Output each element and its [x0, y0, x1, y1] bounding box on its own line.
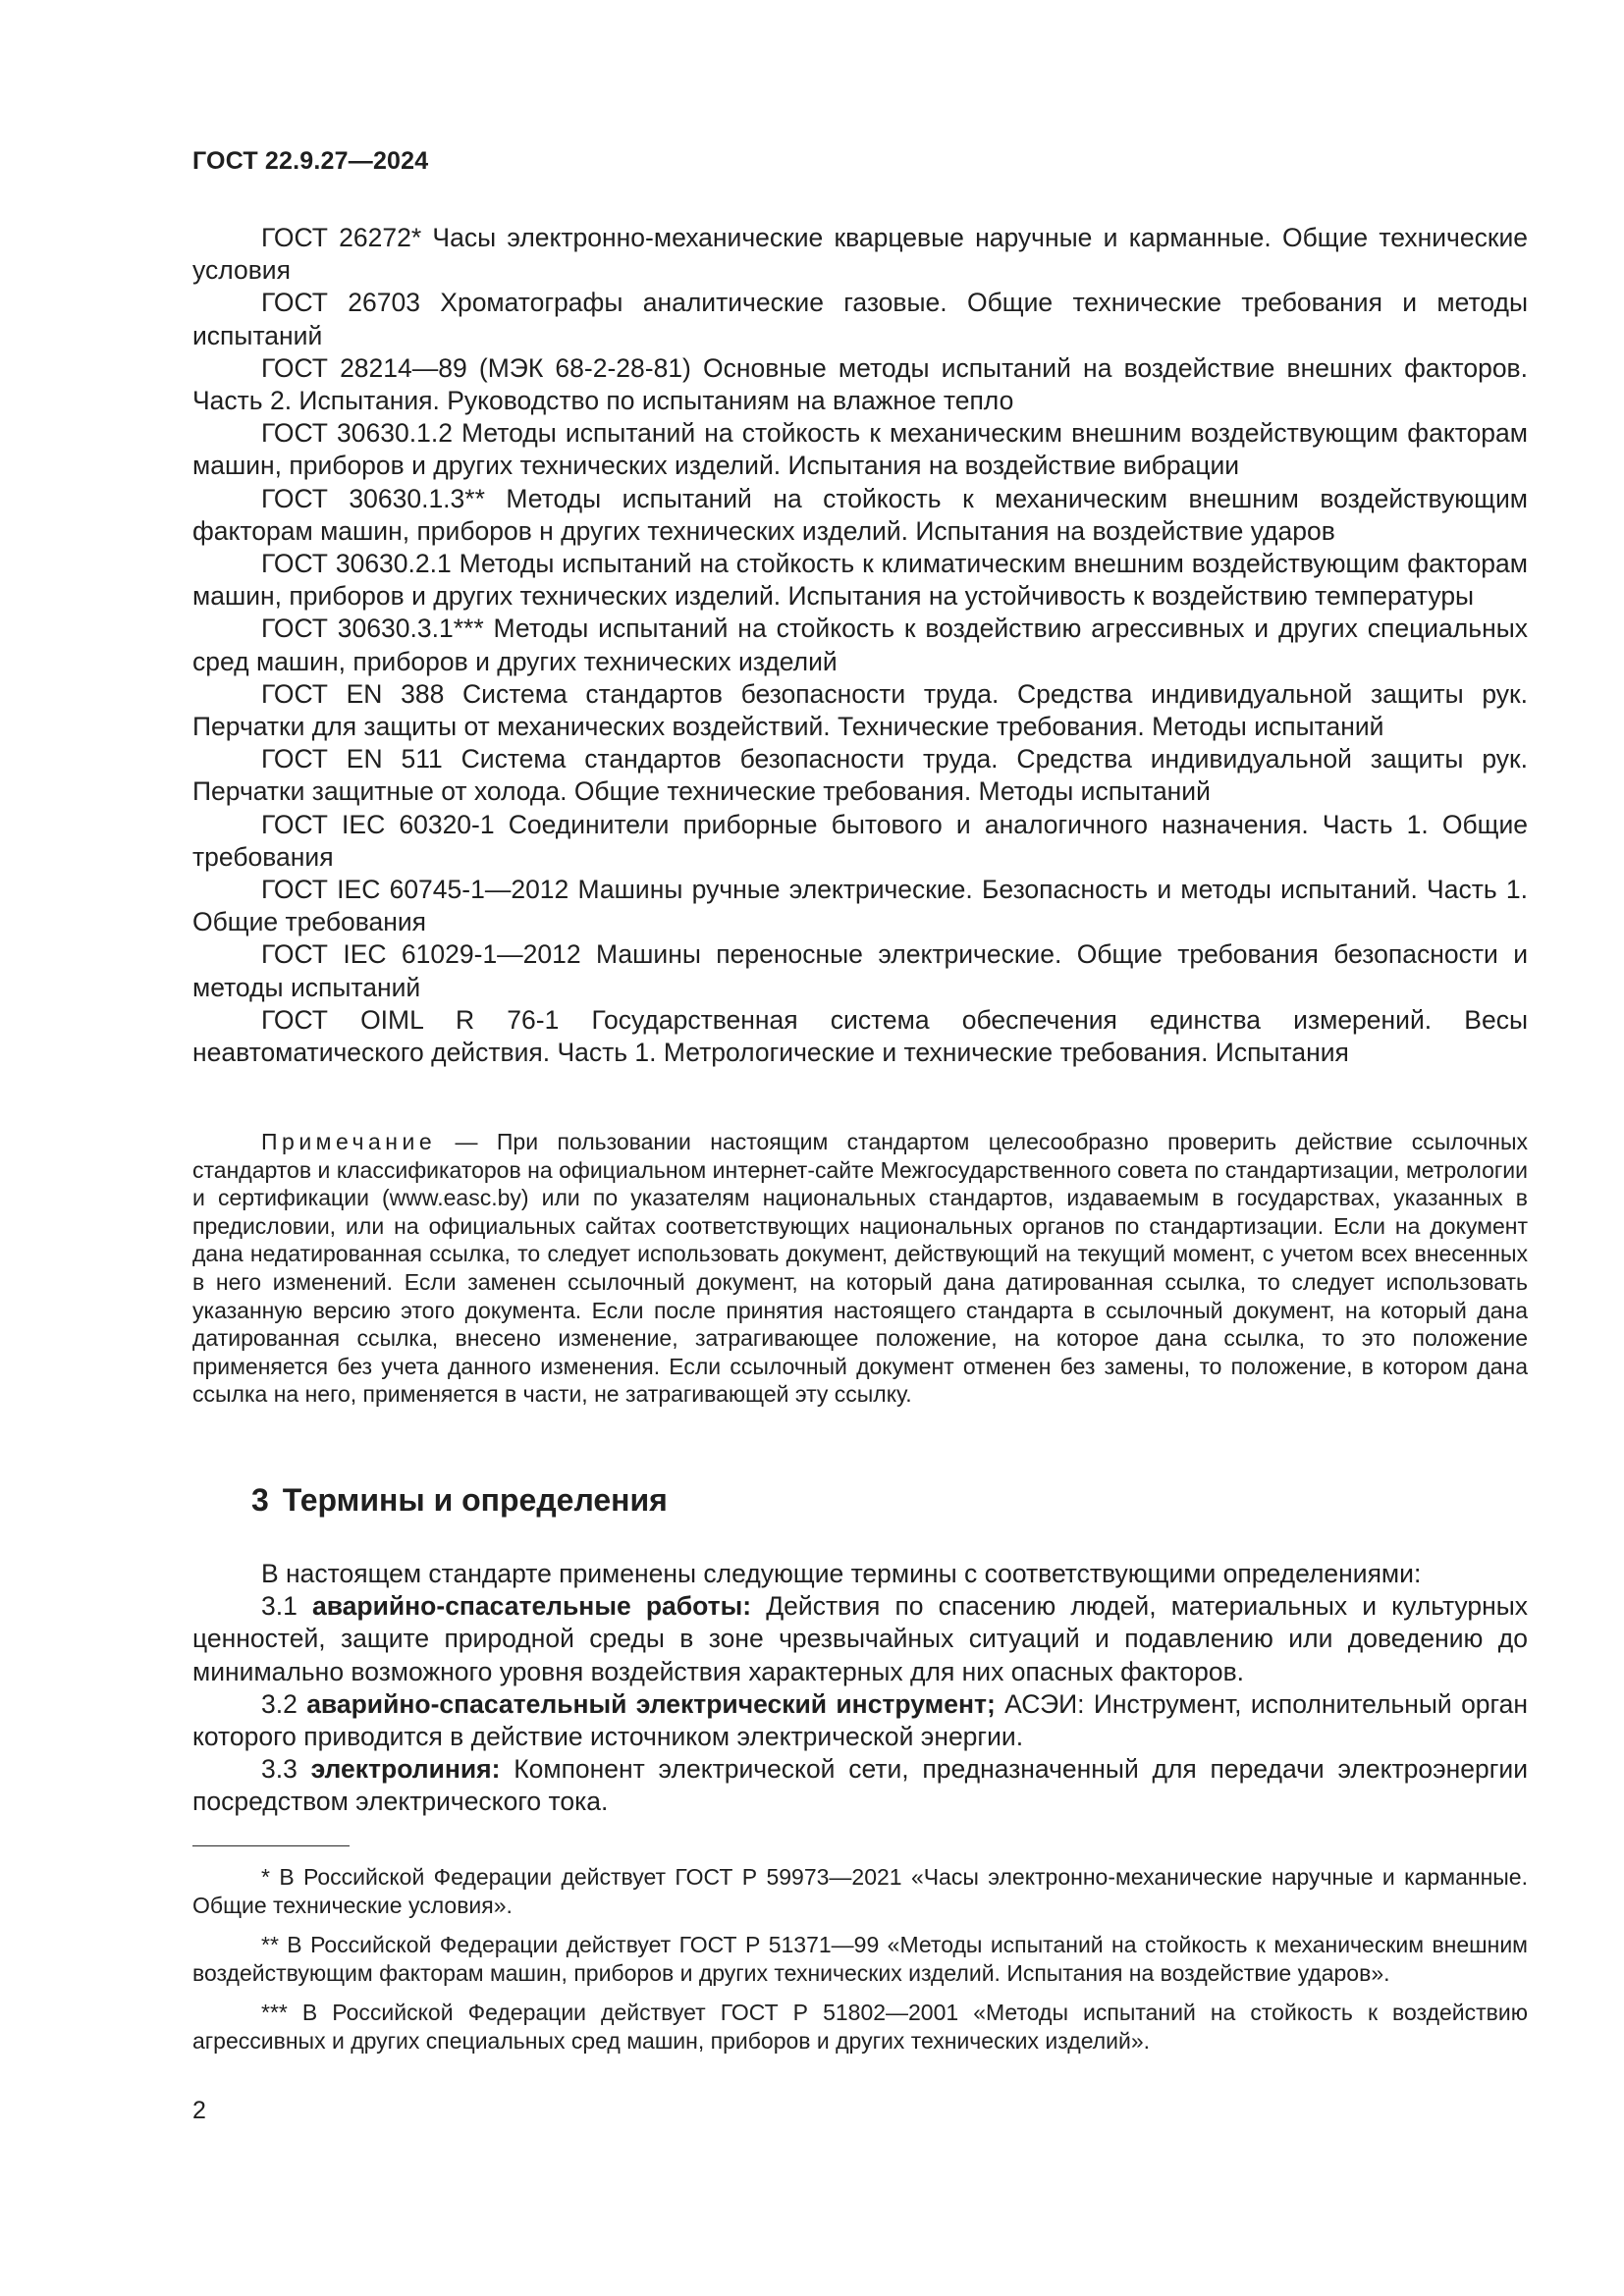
term-name: электролиния: — [310, 1754, 501, 1785]
page-number: 2 — [192, 2097, 206, 2124]
term-number: 3.1 — [261, 1591, 312, 1622]
reference-item: ГОСТ 30630.1.2 Методы испытаний на стойкость к механическим внешним воздействующим факторам машин, приборов и других технических изделий. Испытания на воздействие вибрации — [192, 418, 1528, 481]
reference-item: ГОСТ OIML R 76-1 Государственная система обеспечения единства измерений. Весы неавтоматического действия. Часть 1. Метрологические и технические требования. Испытания — [192, 1004, 1528, 1068]
note-text: — При пользовании настоящим стандартом целесообразно проверить действие ссылочных стандартов и классификаторов на официальном интернет-сайте Межгосударственного совета по стандартизации, метрологии и сертификации (www.easc.by) или по указателям национальных стандартов, издаваемым в государствах, указанных в предисловии, или на официальных сайтах соответствующих национальных органов по стандартизации. Если на документ дана недатированная ссылка, то следует использовать документ, действующий на текущий момент, с учетом всех внесенных в него изменений. Если заменен ссылочный документ, на который дана датированная ссылка, то следует использовать указанную версию этого документа. Если после принятия настоящего стандарта в ссылочный документ, на который дана датированная ссылка, внесено изменение, затрагивающее положение, на которое дана ссылка, то это положение применяется без учета данного изменения. Если ссылочный документ отменен без замены, то положение, в котором дана ссылка на него, применяется в части, не затрагивающей эту ссылку. — [192, 1129, 1528, 1408]
reference-item: ГОСТ 30630.2.1 Методы испытаний на стойкость к климатическим внешним воздействующим факторам машин, приборов и других технических изделий. Испытания на устойчивость к воздействию температуры — [192, 549, 1528, 612]
term-definition: Действия по спасению людей, материальных и культурных ценностей, защите природной среды в зоне чрезвычайных ситуаций и подавлению или доведению до минимально возможного уровня воздействия характерных для них опасных факторов. — [192, 1591, 1529, 1686]
terms-intro: В настоящем стандарте применены следующие термины с соответствующими определениями: — [261, 1559, 1422, 1588]
footnote-item: *** В Российской Федерации действует ГОСТ Р 51802—2001 «Методы испытаний на стойкость к воздействию агрессивных и других специальных сред машин, приборов и других технических изделий». — [192, 2000, 1528, 2054]
reference-item: ГОСТ 26703 Хроматографы аналитические газовые. Общие технические требования и методы испытаний — [192, 288, 1528, 350]
section-number: 3 — [251, 1482, 269, 1518]
term-definition: Компонент электрической сети, предназначенный для передачи электроэнергии посредством электрического тока. — [192, 1754, 1528, 1817]
term-name: аварийно-спасательный электрический инструмент; — [306, 1688, 996, 1719]
note-paragraph — [192, 1128, 1528, 1409]
reference-item: ГОСТ EN 511 Система стандартов безопасности труда. Средства индивидуальной защиты рук. Перчатки защитные от холода. Общие технические требования. Методы испытаний — [192, 744, 1528, 807]
reference-item: ГОСТ EN 388 Система стандартов безопасности труда. Средства индивидуальной защиты рук. Перчатки для защиты от механических воздействий. Технические требования. Методы испытаний — [192, 678, 1528, 742]
reference-item: ГОСТ 28214—89 (МЭК 68-2-28-81) Основные методы испытаний на воздействие внешних факторов. Часть 2. Испытания. Руководство по испытаниям на влажное тепло — [192, 352, 1528, 416]
section-title-text: Термины и определения — [282, 1482, 668, 1518]
footnote-item: ** В Российской Федерации действует ГОСТ Р 51371—99 «Методы испытаний на стойкость к механическим внешним воздействующим факторам машин, приборов и других технических изделий. Испытания на воздействие ударов». — [192, 1932, 1528, 1986]
reference-item: ГОСТ 30630.1.3** Методы испытаний на стойкость к механическим внешним воздействующим факторам машин, приборов н других технических изделий. Испытания на воздействие ударов — [192, 483, 1528, 546]
term-entry — [192, 1590, 1528, 1688]
footnote-item: * В Российской Федерации действует ГОСТ Р 59973—2021 «Часы электронно-механические наручные и карманные. Общие технические условия». — [192, 1864, 1528, 1918]
reference-item: ГОСТ IEC 60745-1—2012 Машины ручные электрические. Безопасность и методы испытаний. Часть 1. Общие требования — [192, 875, 1528, 937]
term-entry — [192, 1753, 1528, 1818]
term-definition: АСЭИ: Инструмент, исполнительный орган которого приводится в действие источником электрической энергии. — [192, 1688, 1529, 1752]
footnotes-block — [192, 1863, 1528, 2067]
term-number: 3.3 — [261, 1754, 311, 1785]
footnote-divider — [192, 1845, 350, 1846]
note-block — [192, 1128, 1528, 1409]
section-heading — [251, 1482, 668, 1519]
term-name: аварийно-спасательные работы: — [311, 1591, 752, 1622]
reference-item: ГОСТ 26272* Часы электронно-механические кварцевые наручные и карманные. Общие технические условия — [192, 223, 1528, 286]
terms-section — [192, 1558, 1528, 1819]
term-number: 3.2 — [261, 1688, 307, 1719]
reference-item: ГОСТ IEC 60320-1 Соединители приборные бытового и аналогичного назначения. Часть 1. Общие требования — [192, 809, 1528, 872]
reference-item: ГОСТ 30630.3.1*** Методы испытаний на стойкость к воздействию агрессивных и других специальных сред машин, приборов и других технических изделий — [192, 614, 1528, 676]
note-label: Примечание — [261, 1129, 437, 1154]
reference-item: ГОСТ IEC 61029-1—2012 Машины переносные электрические. Общие требования безопасности и методы испытаний — [192, 939, 1528, 1002]
term-entry — [192, 1688, 1528, 1753]
normative-references-list — [192, 222, 1528, 1069]
document-header: ГОСТ 22.9.27—2024 — [192, 147, 429, 175]
